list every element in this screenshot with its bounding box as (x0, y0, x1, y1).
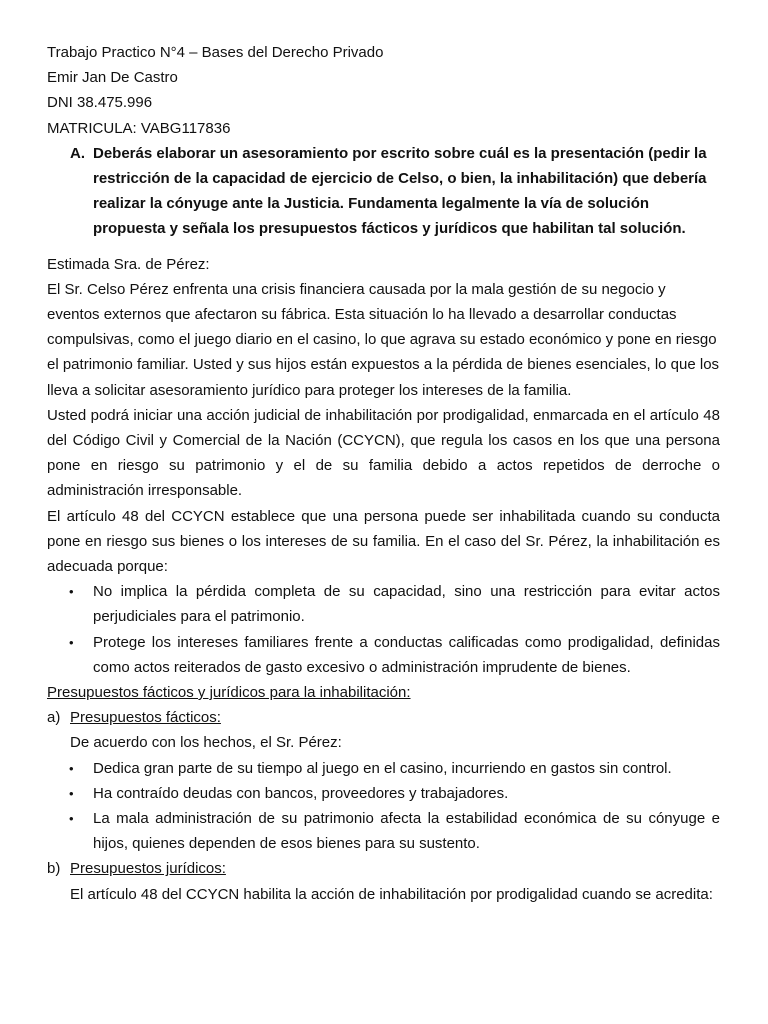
subsection-a (47, 705, 720, 730)
subsection-a-intro: De acuerdo con los hechos, el Sr. Pérez: (70, 734, 342, 752)
subsection-a-marker: a) (47, 709, 61, 727)
doc-title: Trabajo Practico N°4 – Bases del Derecho Privado (47, 44, 384, 61)
list-item (47, 781, 720, 806)
bullet-icon: • (69, 634, 74, 650)
section-heading (47, 680, 720, 705)
document-body (47, 40, 720, 907)
list-item (47, 756, 720, 781)
list-item (47, 806, 720, 856)
section-heading-text: Presupuestos fácticos y jurídicos para la inhabilitación: (47, 684, 411, 702)
list-item-text: No implica la pérdida completa de su capacidad, sino una restricción para evitar actos perjudiciales para el patrimonio. (93, 583, 720, 626)
dni-line: DNI 38.475.996 (47, 94, 153, 112)
subsection-a-heading: Presupuestos fácticos: (70, 709, 221, 727)
paragraph-article-48: El artículo 48 del CCYCN establece que una persona puede ser inhabilitada cuando su conducta pone en riesgo sus bienes o los intereses de su familia. En el caso del Sr. Pérez, la inhabilitación es adecuada porque: (47, 507, 720, 575)
bullet-icon: • (69, 584, 74, 600)
paragraph-action: Usted podrá iniciar una acción judicial de inhabilitación por prodigalidad, enmarcada en el artículo 48 del Código Civil y Comercial de la Nación (CCYCN), que regula los casos en los que una persona pone en riesgo su patrimonio y el de su familia debido a actos repetidos de derroche o administración irresponsable. (47, 406, 720, 500)
matricula-line: MATRICULA: VABG117836 (47, 119, 231, 137)
greeting: Estimada Sra. de Pérez: (47, 255, 210, 273)
subsection-b-marker: b) (47, 860, 61, 878)
question-block (47, 141, 720, 242)
list-item-text: La mala administración de su patrimonio afecta la estabilidad económica de su cónyuge e hijos, quienes dependen de esos bienes para su sustento. (93, 810, 720, 853)
subsection-b (47, 856, 720, 881)
paragraph-situation: El Sr. Celso Pérez enfrenta una crisis financiera causada por la mala gestión de su negocio y eventos externos que afectaron su fábrica. Esta situación lo ha llevado a desarrollar conductas compulsivas, como el juego diario en el casino, lo que agrava su estado económico y pone en riesgo el patrimonio familiar. Usted y sus hijos están expuestos a la pérdida de bienes esenciales, lo que los lleva a solicitar asesoramiento jurídico para proteger los intereses de la familia. (47, 280, 720, 399)
list-item (47, 630, 720, 680)
bullet-icon: • (69, 811, 74, 827)
question-marker: A. (70, 144, 85, 162)
subsection-b-heading: Presupuestos jurídicos: (70, 860, 226, 878)
question-text: Deberás elaborar un asesoramiento por escrito sobre cuál es la presentación (pedir la restricción de la capacidad de ejercicio de Celso, o bien, la inhabilitación) que debería realizar la cónyuge ante la Justicia. Fundamenta legalmente la vía de solución propuesta y señala los presupuestos fácticos y jurídicos que habilitan tal solución. (93, 144, 707, 238)
bullet-icon: • (69, 760, 74, 776)
subsection-b-intro: El artículo 48 del CCYCN habilita la acción de inhabilitación por prodigalidad cuando se acredita: (70, 885, 713, 903)
list-item-text: Ha contraído deudas con bancos, proveedores y trabajadores. (93, 784, 509, 802)
list-item-text: Protege los intereses familiares frente a conductas calificadas como prodigalidad, definidas como actos reiterados de gasto excesivo o administración imprudente de bienes. (93, 633, 720, 676)
author-name: Emir Jan De Castro (47, 69, 178, 87)
list-item-text: Dedica gran parte de su tiempo al juego en el casino, incurriendo en gastos sin control. (93, 759, 672, 777)
list-item (47, 579, 720, 629)
bullet-icon: • (69, 785, 74, 801)
